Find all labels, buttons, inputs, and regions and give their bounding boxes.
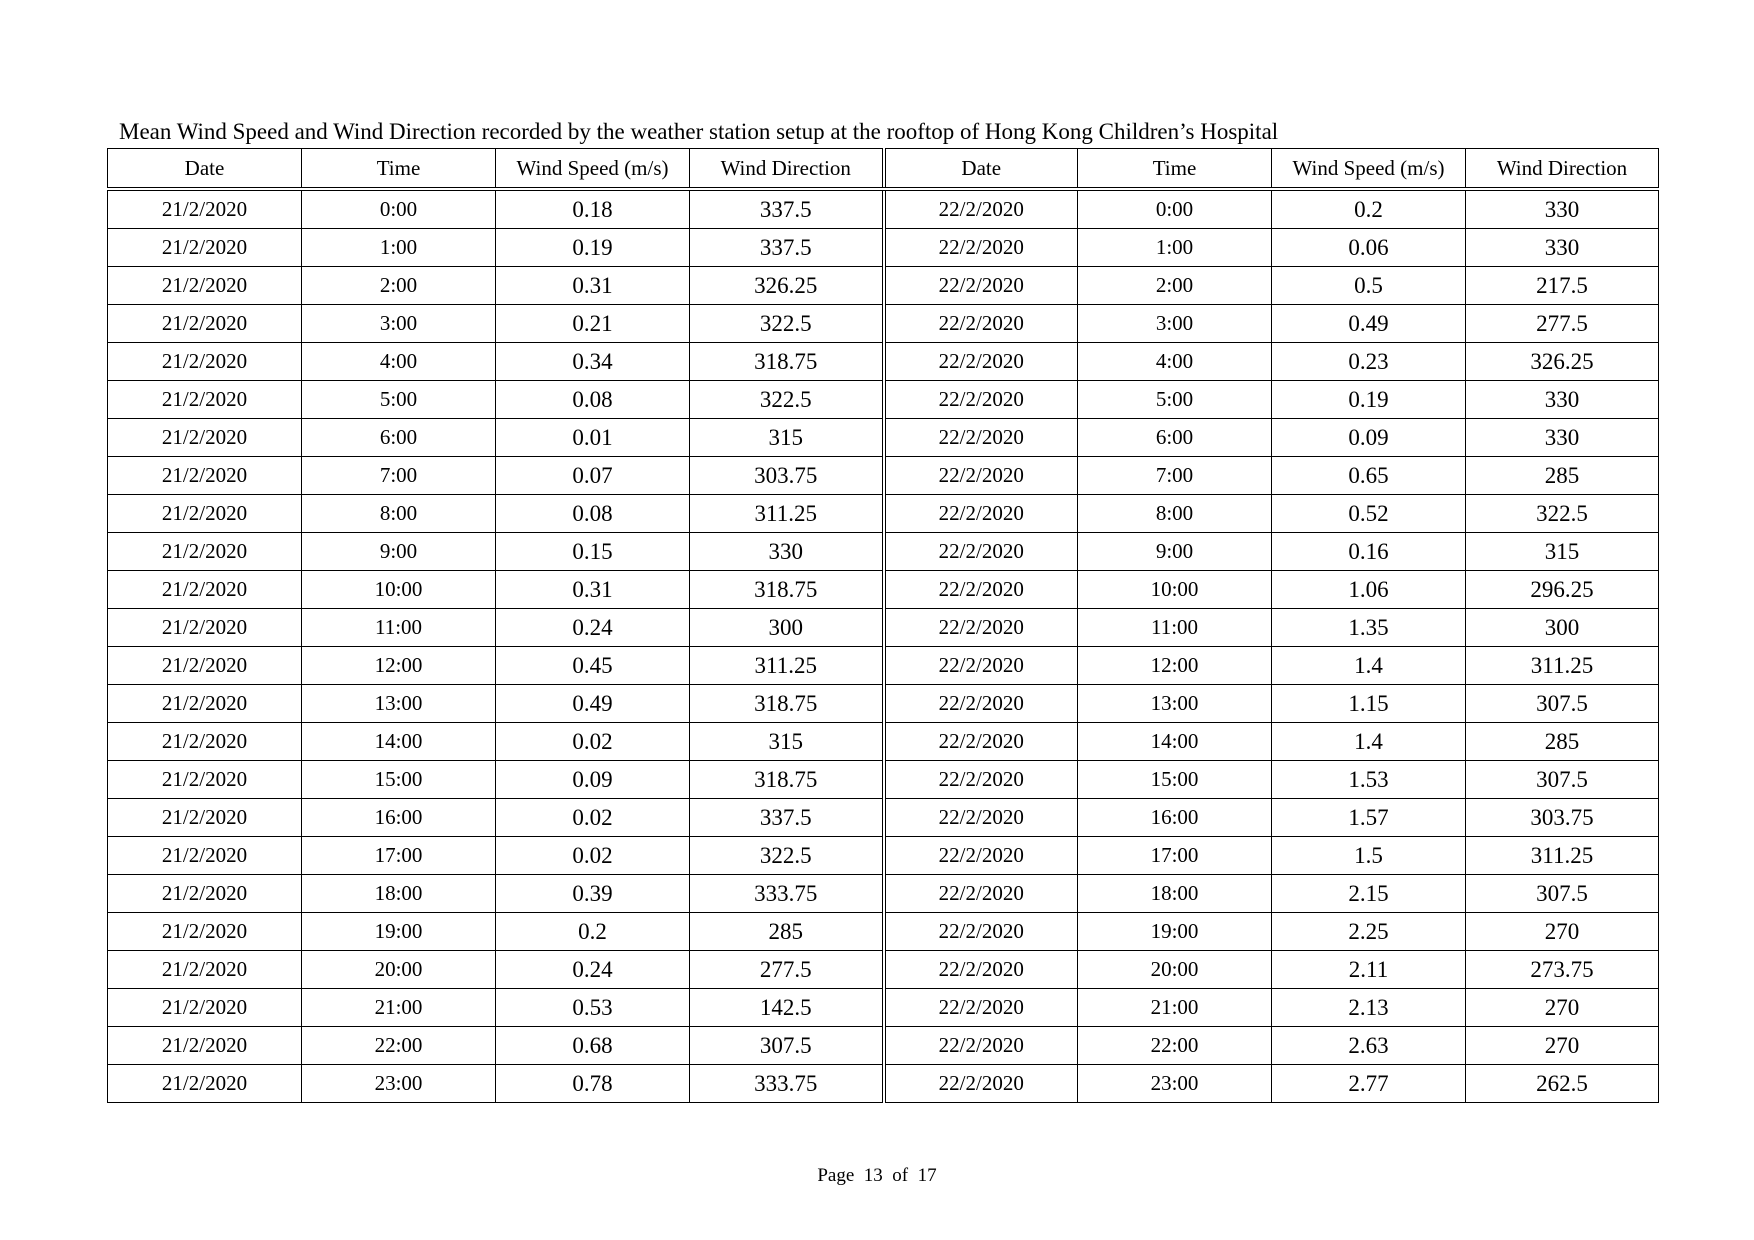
- wind-direction-cell: 303.75: [1466, 799, 1659, 837]
- time-cell: 0:00: [302, 189, 496, 229]
- date-cell: 22/2/2020: [884, 647, 1078, 685]
- table-row: [108, 685, 1659, 723]
- wind-speed-cell: 0.34: [496, 343, 690, 381]
- time-cell: 9:00: [1078, 533, 1272, 571]
- time-cell: 2:00: [302, 267, 496, 305]
- date-cell: 21/2/2020: [108, 609, 302, 647]
- wind-speed-cell: 0.21: [496, 305, 690, 343]
- header-wind-speed: Wind Speed (m/s): [1272, 149, 1466, 190]
- table-row: [108, 267, 1659, 305]
- date-cell: 21/2/2020: [108, 989, 302, 1027]
- wind-direction-cell: 330: [1466, 381, 1659, 419]
- date-cell: 21/2/2020: [108, 913, 302, 951]
- date-cell: 22/2/2020: [884, 343, 1078, 381]
- table-header-row: [108, 149, 1659, 190]
- date-cell: 21/2/2020: [108, 381, 302, 419]
- time-cell: 15:00: [302, 761, 496, 799]
- wind-direction-cell: 285: [690, 913, 884, 951]
- date-cell: 21/2/2020: [108, 419, 302, 457]
- date-cell: 22/2/2020: [884, 305, 1078, 343]
- wind-speed-cell: 0.02: [496, 837, 690, 875]
- wind-speed-cell: 0.07: [496, 457, 690, 495]
- wind-speed-cell: 0.52: [1272, 495, 1466, 533]
- wind-direction-cell: 270: [1466, 989, 1659, 1027]
- time-cell: 11:00: [1078, 609, 1272, 647]
- wind-direction-cell: 307.5: [1466, 875, 1659, 913]
- time-cell: 20:00: [302, 951, 496, 989]
- time-cell: 15:00: [1078, 761, 1272, 799]
- date-cell: 22/2/2020: [884, 875, 1078, 913]
- wind-speed-cell: 0.02: [496, 799, 690, 837]
- date-cell: 22/2/2020: [884, 419, 1078, 457]
- wind-direction-cell: 273.75: [1466, 951, 1659, 989]
- wind-speed-cell: 0.68: [496, 1027, 690, 1065]
- wind-direction-cell: 307.5: [1466, 685, 1659, 723]
- wind-direction-cell: 330: [1466, 229, 1659, 267]
- table-row: [108, 571, 1659, 609]
- wind-speed-cell: 0.24: [496, 951, 690, 989]
- wind-direction-cell: 300: [690, 609, 884, 647]
- time-cell: 5:00: [1078, 381, 1272, 419]
- date-cell: 22/2/2020: [884, 229, 1078, 267]
- wind-direction-cell: 315: [1466, 533, 1659, 571]
- wind-direction-cell: 330: [690, 533, 884, 571]
- table-row: [108, 495, 1659, 533]
- date-cell: 21/2/2020: [108, 495, 302, 533]
- header-date: Date: [884, 149, 1078, 190]
- wind-speed-cell: 1.4: [1272, 647, 1466, 685]
- wind-direction-cell: 333.75: [690, 875, 884, 913]
- table-row: [108, 381, 1659, 419]
- time-cell: 17:00: [1078, 837, 1272, 875]
- wind-speed-cell: 0.06: [1272, 229, 1466, 267]
- wind-direction-cell: 337.5: [690, 229, 884, 267]
- wind-direction-cell: 277.5: [1466, 305, 1659, 343]
- wind-speed-cell: 0.18: [496, 189, 690, 229]
- wind-direction-cell: 315: [690, 723, 884, 761]
- time-cell: 14:00: [302, 723, 496, 761]
- time-cell: 5:00: [302, 381, 496, 419]
- wind-direction-cell: 330: [1466, 419, 1659, 457]
- time-cell: 3:00: [1078, 305, 1272, 343]
- time-cell: 6:00: [302, 419, 496, 457]
- table-row: [108, 723, 1659, 761]
- table-body: [108, 189, 1659, 1103]
- wind-direction-cell: 300: [1466, 609, 1659, 647]
- date-cell: 22/2/2020: [884, 533, 1078, 571]
- date-cell: 21/2/2020: [108, 837, 302, 875]
- wind-speed-cell: 1.53: [1272, 761, 1466, 799]
- table-row: [108, 837, 1659, 875]
- date-cell: 22/2/2020: [884, 989, 1078, 1027]
- date-cell: 21/2/2020: [108, 229, 302, 267]
- wind-direction-cell: 318.75: [690, 571, 884, 609]
- table-row: [108, 951, 1659, 989]
- wind-direction-cell: 311.25: [1466, 837, 1659, 875]
- wind-data-table: [107, 148, 1659, 1103]
- wind-direction-cell: 322.5: [690, 381, 884, 419]
- time-cell: 22:00: [1078, 1027, 1272, 1065]
- wind-direction-cell: 270: [1466, 913, 1659, 951]
- date-cell: 21/2/2020: [108, 875, 302, 913]
- date-cell: 22/2/2020: [884, 609, 1078, 647]
- date-cell: 21/2/2020: [108, 457, 302, 495]
- wind-direction-cell: 277.5: [690, 951, 884, 989]
- date-cell: 22/2/2020: [884, 495, 1078, 533]
- time-cell: 2:00: [1078, 267, 1272, 305]
- wind-speed-cell: 0.49: [496, 685, 690, 723]
- time-cell: 12:00: [302, 647, 496, 685]
- time-cell: 23:00: [1078, 1065, 1272, 1103]
- table-row: [108, 875, 1659, 913]
- wind-speed-cell: 0.08: [496, 495, 690, 533]
- wind-direction-cell: 311.25: [1466, 647, 1659, 685]
- wind-speed-cell: 0.49: [1272, 305, 1466, 343]
- time-cell: 21:00: [302, 989, 496, 1027]
- header-wind-speed: Wind Speed (m/s): [496, 149, 690, 190]
- time-cell: 16:00: [302, 799, 496, 837]
- time-cell: 8:00: [1078, 495, 1272, 533]
- wind-speed-cell: 0.5: [1272, 267, 1466, 305]
- wind-speed-cell: 0.08: [496, 381, 690, 419]
- wind-speed-cell: 1.57: [1272, 799, 1466, 837]
- table-caption: Mean Wind Speed and Wind Direction recorded by the weather station setup at the rooftop of Hong Kong Children’s Hospital: [119, 119, 1279, 144]
- date-cell: 22/2/2020: [884, 1065, 1078, 1103]
- time-cell: 12:00: [1078, 647, 1272, 685]
- date-cell: 22/2/2020: [884, 837, 1078, 875]
- wind-direction-cell: 303.75: [690, 457, 884, 495]
- wind-speed-cell: 1.35: [1272, 609, 1466, 647]
- time-cell: 21:00: [1078, 989, 1272, 1027]
- page-number: Page 13 of 17: [817, 1165, 937, 1186]
- time-cell: 8:00: [302, 495, 496, 533]
- date-cell: 22/2/2020: [884, 571, 1078, 609]
- wind-speed-cell: 0.09: [496, 761, 690, 799]
- wind-speed-cell: 1.5: [1272, 837, 1466, 875]
- time-cell: 7:00: [1078, 457, 1272, 495]
- wind-speed-cell: 0.02: [496, 723, 690, 761]
- table-row: [108, 1027, 1659, 1065]
- time-cell: 11:00: [302, 609, 496, 647]
- wind-direction-cell: 262.5: [1466, 1065, 1659, 1103]
- date-cell: 22/2/2020: [884, 457, 1078, 495]
- table-row: [108, 343, 1659, 381]
- time-cell: 19:00: [302, 913, 496, 951]
- wind-direction-cell: 296.25: [1466, 571, 1659, 609]
- wind-direction-cell: 318.75: [690, 685, 884, 723]
- time-cell: 13:00: [302, 685, 496, 723]
- wind-direction-cell: 322.5: [690, 837, 884, 875]
- wind-speed-cell: 0.01: [496, 419, 690, 457]
- wind-speed-cell: 0.2: [1272, 189, 1466, 229]
- header-wind-direction: Wind Direction: [1466, 149, 1659, 190]
- time-cell: 9:00: [302, 533, 496, 571]
- table-row: [108, 533, 1659, 571]
- wind-direction-cell: 307.5: [1466, 761, 1659, 799]
- time-cell: 6:00: [1078, 419, 1272, 457]
- table-row: [108, 609, 1659, 647]
- date-cell: 21/2/2020: [108, 533, 302, 571]
- wind-speed-cell: 0.19: [496, 229, 690, 267]
- date-cell: 21/2/2020: [108, 761, 302, 799]
- date-cell: 21/2/2020: [108, 1027, 302, 1065]
- table-row: [108, 229, 1659, 267]
- date-cell: 21/2/2020: [108, 951, 302, 989]
- header-date: Date: [108, 149, 302, 190]
- date-cell: 22/2/2020: [884, 723, 1078, 761]
- wind-direction-cell: 315: [690, 419, 884, 457]
- time-cell: 10:00: [302, 571, 496, 609]
- wind-direction-cell: 142.5: [690, 989, 884, 1027]
- table-row: [108, 189, 1659, 229]
- table-row: [108, 1065, 1659, 1103]
- wind-speed-cell: 0.65: [1272, 457, 1466, 495]
- date-cell: 21/2/2020: [108, 647, 302, 685]
- header-wind-direction: Wind Direction: [690, 149, 884, 190]
- time-cell: 4:00: [1078, 343, 1272, 381]
- header-time: Time: [302, 149, 496, 190]
- wind-direction-cell: 307.5: [690, 1027, 884, 1065]
- wind-direction-cell: 311.25: [690, 647, 884, 685]
- header-time: Time: [1078, 149, 1272, 190]
- time-cell: 19:00: [1078, 913, 1272, 951]
- wind-speed-cell: 2.77: [1272, 1065, 1466, 1103]
- table-row: [108, 989, 1659, 1027]
- time-cell: 23:00: [302, 1065, 496, 1103]
- wind-speed-cell: 0.16: [1272, 533, 1466, 571]
- wind-direction-cell: 337.5: [690, 799, 884, 837]
- wind-speed-cell: 0.53: [496, 989, 690, 1027]
- date-cell: 21/2/2020: [108, 685, 302, 723]
- time-cell: 18:00: [302, 875, 496, 913]
- wind-speed-cell: 2.25: [1272, 913, 1466, 951]
- time-cell: 14:00: [1078, 723, 1272, 761]
- wind-speed-cell: 0.24: [496, 609, 690, 647]
- date-cell: 21/2/2020: [108, 189, 302, 229]
- wind-speed-cell: 0.45: [496, 647, 690, 685]
- time-cell: 1:00: [302, 229, 496, 267]
- wind-direction-cell: 322.5: [690, 305, 884, 343]
- date-cell: 22/2/2020: [884, 761, 1078, 799]
- time-cell: 4:00: [302, 343, 496, 381]
- wind-direction-cell: 333.75: [690, 1065, 884, 1103]
- time-cell: 22:00: [302, 1027, 496, 1065]
- table-row: [108, 305, 1659, 343]
- wind-direction-cell: 330: [1466, 189, 1659, 229]
- time-cell: 13:00: [1078, 685, 1272, 723]
- wind-speed-cell: 0.39: [496, 875, 690, 913]
- date-cell: 22/2/2020: [884, 685, 1078, 723]
- wind-direction-cell: 311.25: [690, 495, 884, 533]
- wind-speed-cell: 0.15: [496, 533, 690, 571]
- wind-speed-cell: 2.13: [1272, 989, 1466, 1027]
- date-cell: 22/2/2020: [884, 1027, 1078, 1065]
- wind-direction-cell: 270: [1466, 1027, 1659, 1065]
- wind-speed-cell: 0.31: [496, 571, 690, 609]
- wind-speed-cell: 1.4: [1272, 723, 1466, 761]
- date-cell: 21/2/2020: [108, 267, 302, 305]
- table-row: [108, 647, 1659, 685]
- date-cell: 21/2/2020: [108, 799, 302, 837]
- wind-direction-cell: 322.5: [1466, 495, 1659, 533]
- wind-direction-cell: 285: [1466, 457, 1659, 495]
- wind-direction-cell: 217.5: [1466, 267, 1659, 305]
- date-cell: 21/2/2020: [108, 1065, 302, 1103]
- wind-speed-cell: 2.63: [1272, 1027, 1466, 1065]
- time-cell: 0:00: [1078, 189, 1272, 229]
- time-cell: 3:00: [302, 305, 496, 343]
- date-cell: 22/2/2020: [884, 799, 1078, 837]
- wind-speed-cell: 0.78: [496, 1065, 690, 1103]
- date-cell: 21/2/2020: [108, 343, 302, 381]
- date-cell: 22/2/2020: [884, 381, 1078, 419]
- wind-speed-cell: 1.06: [1272, 571, 1466, 609]
- wind-speed-cell: 1.15: [1272, 685, 1466, 723]
- table-row: [108, 761, 1659, 799]
- table-row: [108, 419, 1659, 457]
- table-row: [108, 457, 1659, 495]
- wind-direction-cell: 285: [1466, 723, 1659, 761]
- date-cell: 22/2/2020: [884, 951, 1078, 989]
- wind-speed-cell: 0.23: [1272, 343, 1466, 381]
- wind-direction-cell: 326.25: [1466, 343, 1659, 381]
- date-cell: 22/2/2020: [884, 913, 1078, 951]
- date-cell: 22/2/2020: [884, 267, 1078, 305]
- wind-speed-cell: 2.11: [1272, 951, 1466, 989]
- time-cell: 17:00: [302, 837, 496, 875]
- time-cell: 16:00: [1078, 799, 1272, 837]
- time-cell: 7:00: [302, 457, 496, 495]
- wind-direction-cell: 318.75: [690, 343, 884, 381]
- date-cell: 21/2/2020: [108, 305, 302, 343]
- table-row: [108, 913, 1659, 951]
- time-cell: 18:00: [1078, 875, 1272, 913]
- wind-speed-cell: 2.15: [1272, 875, 1466, 913]
- time-cell: 20:00: [1078, 951, 1272, 989]
- wind-direction-cell: 337.5: [690, 189, 884, 229]
- date-cell: 21/2/2020: [108, 723, 302, 761]
- wind-direction-cell: 318.75: [690, 761, 884, 799]
- wind-speed-cell: 0.09: [1272, 419, 1466, 457]
- wind-speed-cell: 0.2: [496, 913, 690, 951]
- table-row: [108, 799, 1659, 837]
- wind-speed-cell: 0.19: [1272, 381, 1466, 419]
- wind-direction-cell: 326.25: [690, 267, 884, 305]
- time-cell: 10:00: [1078, 571, 1272, 609]
- date-cell: 21/2/2020: [108, 571, 302, 609]
- time-cell: 1:00: [1078, 229, 1272, 267]
- wind-speed-cell: 0.31: [496, 267, 690, 305]
- date-cell: 22/2/2020: [884, 189, 1078, 229]
